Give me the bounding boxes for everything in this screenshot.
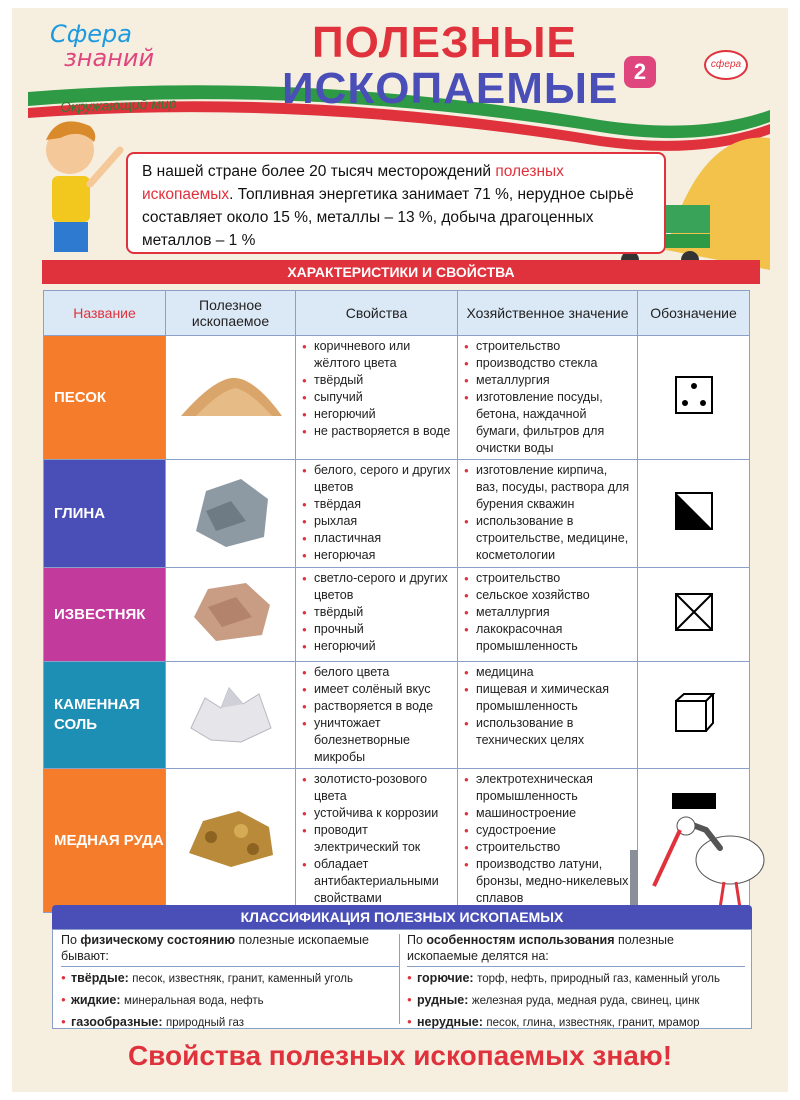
classification-physical-state — [61, 932, 399, 1036]
classification-item — [61, 970, 399, 987]
sand-pile-icon — [176, 370, 286, 420]
classification-item — [407, 1014, 745, 1031]
row-usage — [458, 662, 638, 769]
property-item: ● сыпучий — [302, 389, 453, 406]
table-row — [44, 460, 750, 568]
intro-text: По — [61, 933, 81, 947]
property-item: ● имеет солёный вкус — [302, 681, 453, 698]
property-item: ● твёрдая — [302, 496, 453, 513]
intro-text: По — [407, 933, 427, 947]
intro-text: полезные ископаемые делятся на: — [407, 933, 674, 963]
column-divider — [399, 934, 400, 1024]
row-name-copper-ore: МЕДНАЯ РУДА — [44, 769, 166, 913]
row-name-sand: ПЕСОК — [44, 336, 166, 460]
clay-symbol-cell — [638, 460, 750, 568]
intro-bold: физическому состоянию — [80, 933, 236, 947]
property-item: ● золотисто-розового цвета — [302, 771, 453, 805]
slogan: Свойства полезных ископаемых знаю! — [127, 1040, 673, 1071]
row-usage — [458, 336, 638, 460]
classification-intro — [61, 932, 399, 967]
property-item: ● твёрдый — [302, 372, 453, 389]
value: минеральная вода, нефть — [124, 995, 264, 1007]
intro-text-2: . Топливная энергетика занимает 71 %, нерудное сырьё составляет около 15 %, металлы – 13 %, добыча драгоценных металлов – 1 % — [142, 186, 634, 249]
usage-item: ● сельское хозяйство — [464, 587, 633, 604]
value: торф, нефть, природный газ, каменный уголь — [477, 973, 720, 985]
header-name: Название — [44, 291, 166, 336]
value: природный газ — [165, 1017, 244, 1029]
clay-lump-icon — [186, 471, 276, 551]
property-item: ● пластичная — [302, 530, 453, 547]
usage-item: ● использование в строительстве, медицине, косметологии — [464, 513, 633, 564]
usage-item: ● строительство — [464, 839, 633, 856]
term: твёрдые: — [71, 971, 129, 985]
property-item: ● прочный — [302, 621, 453, 638]
term: газообразные: — [71, 1015, 163, 1029]
usage-item: ● металлургия — [464, 372, 633, 389]
usage-item: ● лакокрасочная промышленность — [464, 621, 633, 655]
usage-item: ● использование в технических целях — [464, 715, 633, 749]
row-properties — [296, 769, 458, 913]
usage-item: ● медицина — [464, 664, 633, 681]
classification-intro — [407, 932, 745, 967]
intro-highlight: полезных ископаемых — [142, 163, 564, 203]
term: жидкие: — [71, 993, 121, 1007]
property-item: ● не растворяется в воде — [302, 423, 453, 440]
limestone-image — [166, 568, 296, 662]
issue-number-badge: 2 — [624, 56, 656, 88]
section-title-classification: КЛАССИФИКАЦИЯ ПОЛЕЗНЫХ ИСКОПАЕМЫХ — [52, 905, 752, 929]
property-item: ● растворяется в воде — [302, 698, 453, 715]
clay-symbol-icon — [674, 491, 714, 531]
value: песок, известняк, гранит, каменный уголь — [132, 973, 353, 985]
header-usage: Хозяйственное значение — [458, 291, 638, 336]
term: рудные: — [417, 993, 469, 1007]
property-item: ● коричневого или жёлтого цвета — [302, 338, 453, 372]
term: нерудные: — [417, 1015, 483, 1029]
intro-text: полезные ископаемые бывают: — [61, 933, 369, 963]
intro-text-1: В нашей стране более 20 тысяч месторождений — [142, 163, 496, 180]
usage-item: ● электротехническая промышленность — [464, 771, 633, 805]
property-item: ● негорючая — [302, 547, 453, 564]
intro-bold: особенностям использования — [426, 933, 615, 947]
logo-line2: знаний — [64, 44, 155, 72]
row-properties — [296, 460, 458, 568]
subject-ribbon: Окружающий мир — [59, 94, 177, 116]
logo-line1: Сфера — [50, 20, 132, 48]
usage-item: ● изготовление кирпича, ваз, посуды, раствора для бурения скважин — [464, 462, 633, 513]
classification-usage — [407, 932, 745, 1036]
rock-salt-image — [166, 662, 296, 769]
page-title-line1: ПОЛЕЗНЫЕ — [312, 18, 577, 67]
sand-symbol-icon — [674, 375, 714, 415]
value: железная руда, медная руда, свинец, цинк — [471, 995, 700, 1007]
classification-item — [407, 992, 745, 1009]
limestone-rock-icon — [186, 577, 276, 647]
table-row — [44, 336, 750, 460]
stork-illustration — [620, 790, 780, 920]
usage-item: ● машиностроение — [464, 805, 633, 822]
classification-item — [61, 1014, 399, 1031]
row-usage — [458, 568, 638, 662]
usage-item: ● производство латуни, бронзы, медно-никелевых сплавов — [464, 856, 633, 907]
row-name-clay: ГЛИНА — [44, 460, 166, 568]
page-title-line2: ИСКОПАЕМЫЕ — [282, 64, 619, 113]
property-item: ● обладает антибактериальными свойствами — [302, 856, 453, 907]
publisher-logo: сфера — [704, 50, 748, 80]
table-row — [44, 568, 750, 662]
row-name-rock-salt: КАМЕННАЯ СОЛЬ — [44, 662, 166, 769]
property-item: ● рыхлая — [302, 513, 453, 530]
table-row — [44, 662, 750, 769]
usage-item: ● металлургия — [464, 604, 633, 621]
term: горючие: — [417, 971, 474, 985]
row-usage — [458, 769, 638, 913]
classification-box — [52, 929, 752, 1029]
classification-item — [407, 970, 745, 987]
usage-item: ● судостроение — [464, 822, 633, 839]
property-item: ● белого, серого и других цветов — [302, 462, 453, 496]
intro-box — [126, 152, 666, 254]
header-symbol: Обозначение — [638, 291, 750, 336]
header-mineral: Полезное ископаемое — [166, 291, 296, 336]
salt-crystal-icon — [181, 678, 281, 748]
property-item: ● негорючий — [302, 406, 453, 423]
property-item: ● уничтожает болезнетворные микробы — [302, 715, 453, 766]
usage-item: ● изготовление посуды, бетона, наждачной бумаги, фильтров для очистки воды — [464, 389, 633, 457]
row-name-limestone: ИЗВЕСТНЯК — [44, 568, 166, 662]
rock-salt-symbol-cell — [638, 662, 750, 769]
sand-symbol-cell — [638, 336, 750, 460]
classification-item — [61, 992, 399, 1009]
usage-item: ● производство стекла — [464, 355, 633, 372]
limestone-symbol-cell — [638, 568, 750, 662]
copper-ore-image — [166, 769, 296, 913]
boy-illustration — [46, 121, 120, 272]
row-properties — [296, 336, 458, 460]
section-title-characteristics: ХАРАКТЕРИСТИКИ И СВОЙСТВА — [42, 260, 760, 284]
brand-logo — [50, 22, 154, 70]
property-item: ● светло-серого и других цветов — [302, 570, 453, 604]
property-item: ● белого цвета — [302, 664, 453, 681]
value: песок, глина, известняк, гранит, мрамор — [486, 1017, 700, 1029]
table-header-row — [44, 291, 750, 336]
row-properties — [296, 568, 458, 662]
usage-item: ● пищевая и химическая промышленность — [464, 681, 633, 715]
property-item: ● негорючий — [302, 638, 453, 655]
limestone-symbol-icon — [674, 592, 714, 632]
usage-item: ● строительство — [464, 570, 633, 587]
header-properties: Свойства — [296, 291, 458, 336]
sand-image — [166, 336, 296, 460]
property-item: ● твёрдый — [302, 604, 453, 621]
property-item: ● проводит электрический ток — [302, 822, 453, 856]
cube-symbol-icon — [672, 691, 716, 735]
row-properties — [296, 662, 458, 769]
property-item: ● устойчива к коррозии — [302, 805, 453, 822]
usage-item: ● строительство — [464, 338, 633, 355]
row-usage — [458, 460, 638, 568]
copper-ore-icon — [181, 803, 281, 873]
clay-image — [166, 460, 296, 568]
